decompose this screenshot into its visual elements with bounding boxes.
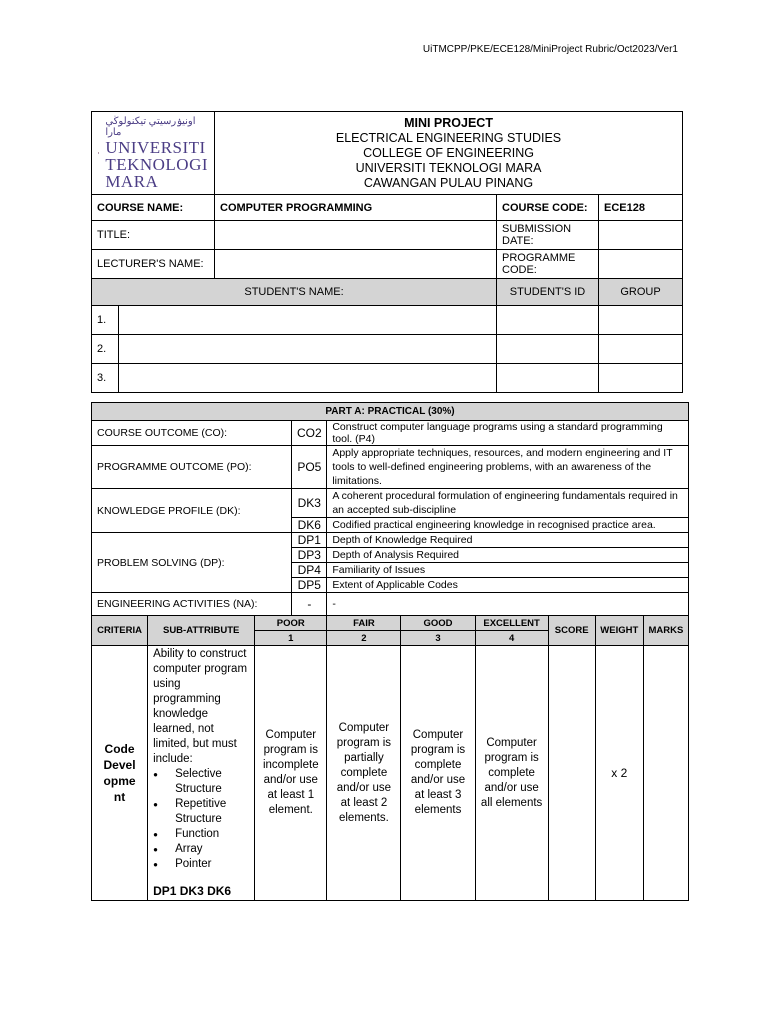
list-item: ● Pointer (153, 857, 249, 872)
logo-line-2: TEKNOLOGI (105, 155, 209, 174)
weight-header: WEIGHT (595, 616, 643, 646)
lecturer-name-label: LECTURER'S NAME: (92, 250, 215, 279)
part-a-rubric-table (91, 402, 689, 901)
header-line-3: UNIVERSITI TEKNOLOGI MARA (355, 160, 542, 175)
dp-text: Depth of Knowledge Required (327, 533, 689, 548)
co-label: COURSE OUTCOME (CO): (92, 421, 292, 446)
group-header: GROUP (599, 279, 683, 306)
list-item: ● Repetitive Structure (153, 797, 249, 827)
header-table (91, 111, 683, 393)
list-item: ● Array (153, 842, 249, 857)
student-row-number: 2. (92, 335, 119, 364)
logo-jawi-text: اونيۏرسيتي تيكنولوڬي مارا (105, 116, 196, 138)
dk-label: KNOWLEDGE PROFILE (DK): (92, 489, 292, 533)
fair-header: FAIR (327, 616, 401, 631)
dk-text: Codified practical engineering knowledge in recognised practice area. (327, 518, 689, 533)
dp-code: DP1 (292, 533, 327, 548)
co-text: Construct computer language programs using a standard programming tool. (P4) (327, 421, 689, 446)
header-line-1: ELECTRICAL ENGINEERING STUDIES (335, 130, 562, 145)
student-row (92, 335, 683, 364)
student-group-field[interactable] (599, 364, 683, 393)
course-name-label: COURSE NAME: (92, 195, 215, 221)
score-field[interactable] (548, 646, 595, 901)
sub-attribute-intro: Ability to construct computer program using programming knowledge learned, not limited, but must include: (153, 648, 248, 765)
score-header: SCORE (548, 616, 595, 646)
student-row-number: 3. (92, 364, 119, 393)
lecturer-name-field[interactable] (215, 250, 497, 279)
dp-code: DP3 (292, 548, 327, 563)
po-text: Apply appropriate techniques, resources, and modern engineering and IT tools to well-defined engineering problems, with an awareness of the limitations. (327, 446, 689, 489)
course-name-value: COMPUTER PROGRAMMING (215, 195, 497, 221)
weight-value: x 2 (595, 646, 643, 901)
document-reference: UiTMCPP/PKE/ECE128/MiniProject Rubric/Oct2023/Ver1 (422, 44, 678, 55)
sub-attribute-list (153, 767, 249, 872)
na-code: - (292, 593, 327, 616)
header-line-4: CAWANGAN PULAU PINANG (363, 175, 534, 190)
sub-attribute-tags: DP1 DK3 DK6 (153, 884, 232, 898)
programme-code-field[interactable] (599, 250, 683, 279)
dp-text: Extent of Applicable Codes (327, 578, 689, 593)
dp-text: Familiarity of Issues (327, 563, 689, 578)
dp-code: DP4 (292, 563, 327, 578)
logo-line-3: MARA (105, 172, 159, 191)
dk-text: A coherent procedural formulation of engineering fundamentals required in an accepted sub-discipline (327, 489, 689, 518)
part-a-title: PART A: PRACTICAL (30%) (92, 403, 689, 421)
good-description: Computer program is complete and/or use at least 3 elements (401, 646, 475, 901)
student-row-number: 1. (92, 306, 119, 335)
marks-header: MARKS (643, 616, 688, 646)
po-label: PROGRAMME OUTCOME (PO): (92, 446, 292, 489)
title-label: TITLE: (92, 221, 215, 250)
criteria-header: CRITERIA (92, 616, 148, 646)
student-row (92, 364, 683, 393)
course-code-label: COURSE CODE: (497, 195, 599, 221)
student-id-field[interactable] (497, 306, 599, 335)
document-title: MINI PROJECT (404, 115, 493, 130)
list-item: ● Function (153, 827, 249, 842)
poor-header: POOR (255, 616, 327, 631)
programme-code-label: PROGRAMME CODE: (497, 250, 599, 279)
sub-attribute-header: SUB-ATTRIBUTE (148, 616, 255, 646)
po-code: PO5 (292, 446, 327, 489)
dk-code: DK3 (292, 489, 327, 518)
title-field[interactable] (215, 221, 497, 250)
poor-scale: 1 (255, 631, 327, 646)
submission-date-field[interactable] (599, 221, 683, 250)
dp-text: Depth of Analysis Required (327, 548, 689, 563)
na-label: ENGINEERING ACTIVITIES (NA): (92, 593, 292, 616)
student-group-field[interactable] (599, 306, 683, 335)
fair-description: Computer program is partially complete and/or use at least 2 elements. (327, 646, 401, 901)
fair-scale: 2 (327, 631, 401, 646)
list-item: ● Selective Structure (153, 767, 249, 797)
student-name-field[interactable] (119, 364, 497, 393)
criteria-cell: Code Devel opme nt (92, 646, 148, 901)
co-code: CO2 (292, 421, 327, 446)
submission-date-label: SUBMISSION DATE: (497, 221, 599, 250)
good-scale: 3 (401, 631, 475, 646)
student-group-field[interactable] (599, 335, 683, 364)
poor-description: Computer program is incomplete and/or use at least 1 element. (255, 646, 327, 901)
dp-label: PROBLEM SOLVING (DP): (92, 533, 292, 593)
excellent-header: EXCELLENT (475, 616, 548, 631)
student-name-field[interactable] (119, 306, 497, 335)
logo-cell (92, 112, 215, 195)
dp-code: DP5 (292, 578, 327, 593)
student-name-header: STUDENT'S NAME: (92, 279, 497, 306)
student-id-field[interactable] (497, 364, 599, 393)
course-code-value: ECE128 (599, 195, 683, 221)
student-id-field[interactable] (497, 335, 599, 364)
student-row (92, 306, 683, 335)
logo-line-1: UNIVERSITI (105, 138, 206, 157)
student-id-header: STUDENT'S ID (497, 279, 599, 306)
na-text: - (327, 593, 689, 616)
document-title-block (215, 112, 683, 195)
sub-attribute-cell (148, 646, 255, 901)
uitm-logo (98, 116, 208, 190)
student-name-field[interactable] (119, 335, 497, 364)
header-line-2: COLLEGE OF ENGINEERING (363, 145, 534, 160)
dk-code: DK6 (292, 518, 327, 533)
uitm-crest-icon (98, 120, 99, 186)
marks-field[interactable] (643, 646, 688, 901)
rubric-row (92, 646, 689, 901)
excellent-description: Computer program is complete and/or use all elements (475, 646, 548, 901)
excellent-scale: 4 (475, 631, 548, 646)
good-header: GOOD (401, 616, 475, 631)
